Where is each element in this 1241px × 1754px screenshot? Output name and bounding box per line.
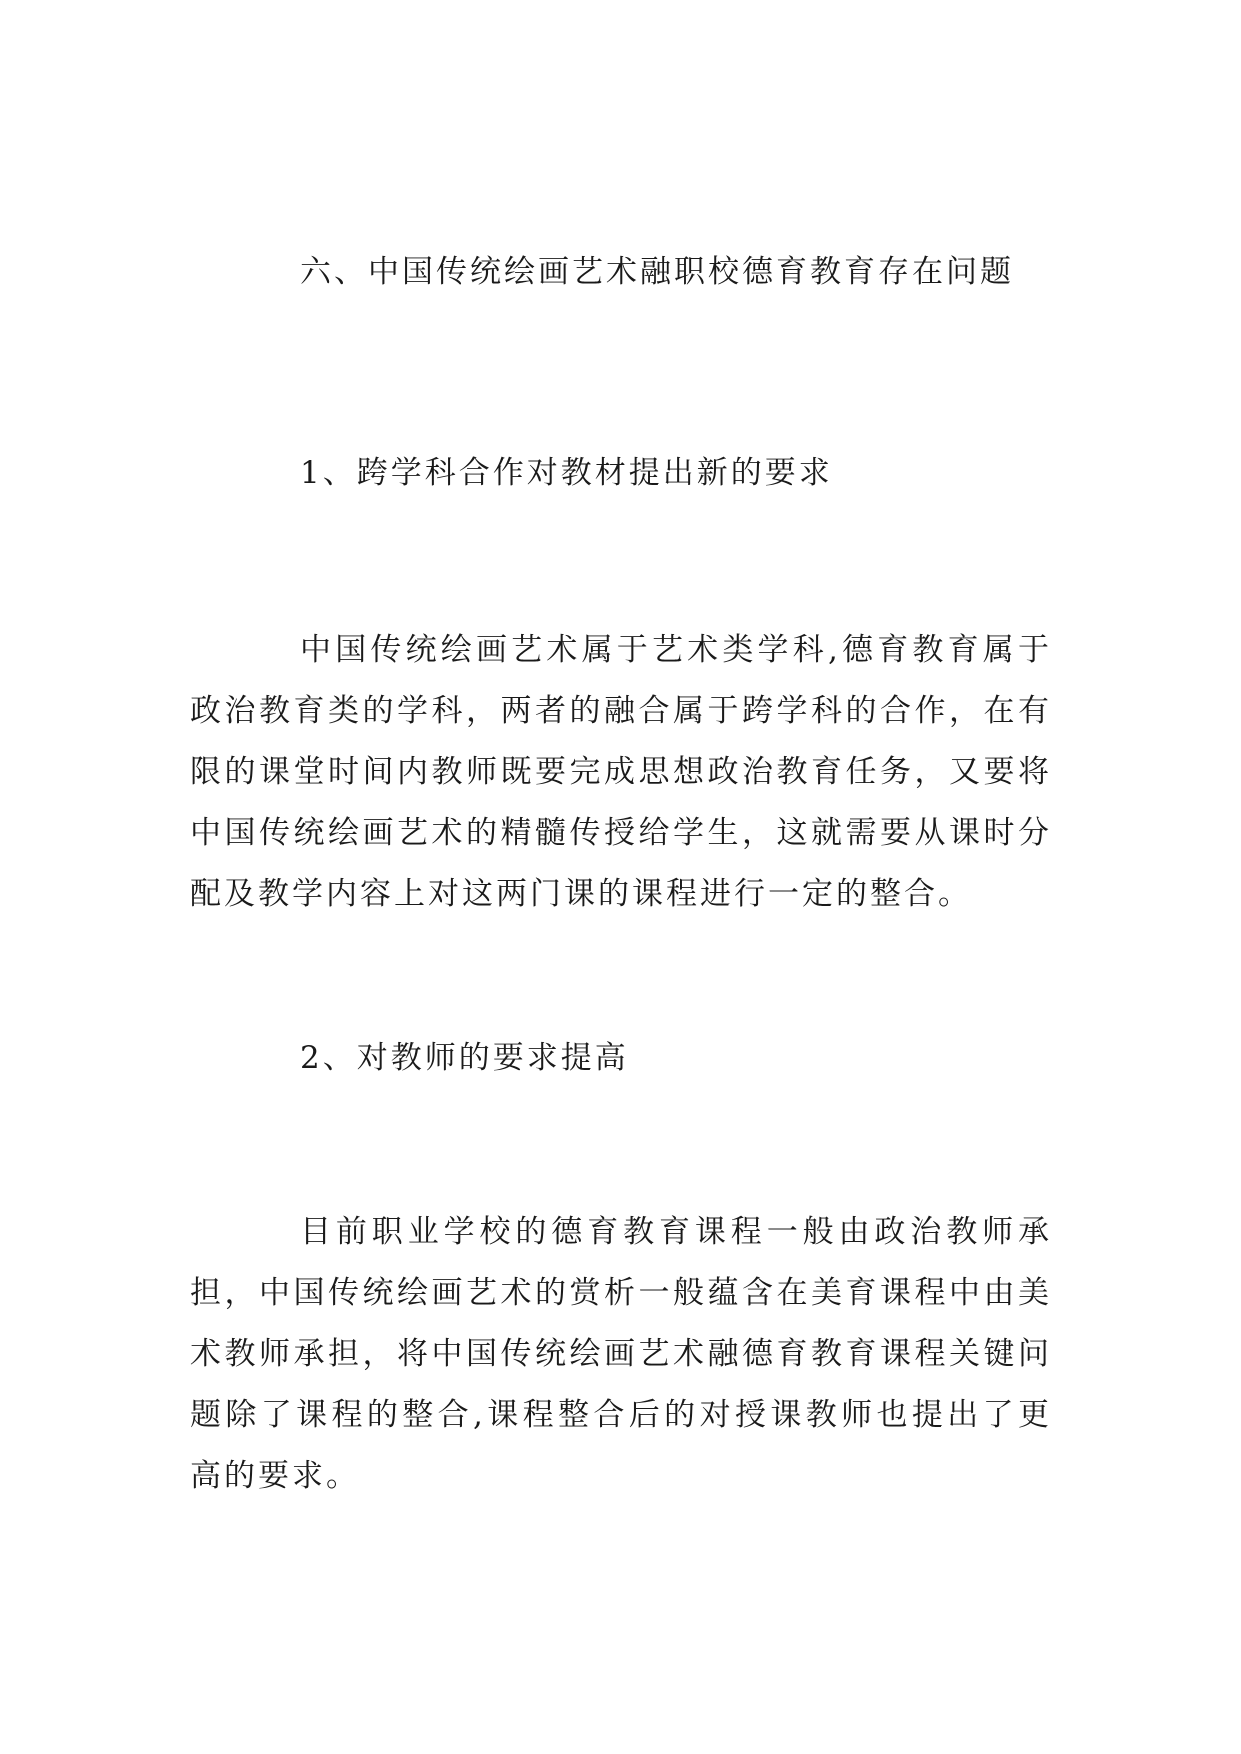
subheading-2: 2、对教师的要求提高 (300, 1040, 629, 1076)
subheading-1: 1、跨学科合作对教材提出新的要求 (300, 455, 833, 491)
paragraph-1: 中国传统绘画艺术属于艺术类学科,德育教育属于政治教育类的学科，两者的融合属于跨学科的合作，在有限的课堂时间内教师既要完成思想政治教育任务，又要将中国传统绘画艺术的精髓传授给学生，这就需要从课时分配及教学内容上对这两门课的课程进行一定的整合。 (190, 632, 1052, 912)
paragraph-2: 目前职业学校的德育教育课程一般由政治教师承担，中国传统绘画艺术的赏析一般蕴含在美育课程中由美术教师承担，将中国传统绘画艺术融德育教育课程关键问题除了课程的整合,课程整合后的对授课教师也提出了更高的要求。 (190, 1214, 1052, 1494)
section-heading: 六、中国传统绘画艺术融职校德育教育存在问题 (300, 254, 1014, 290)
